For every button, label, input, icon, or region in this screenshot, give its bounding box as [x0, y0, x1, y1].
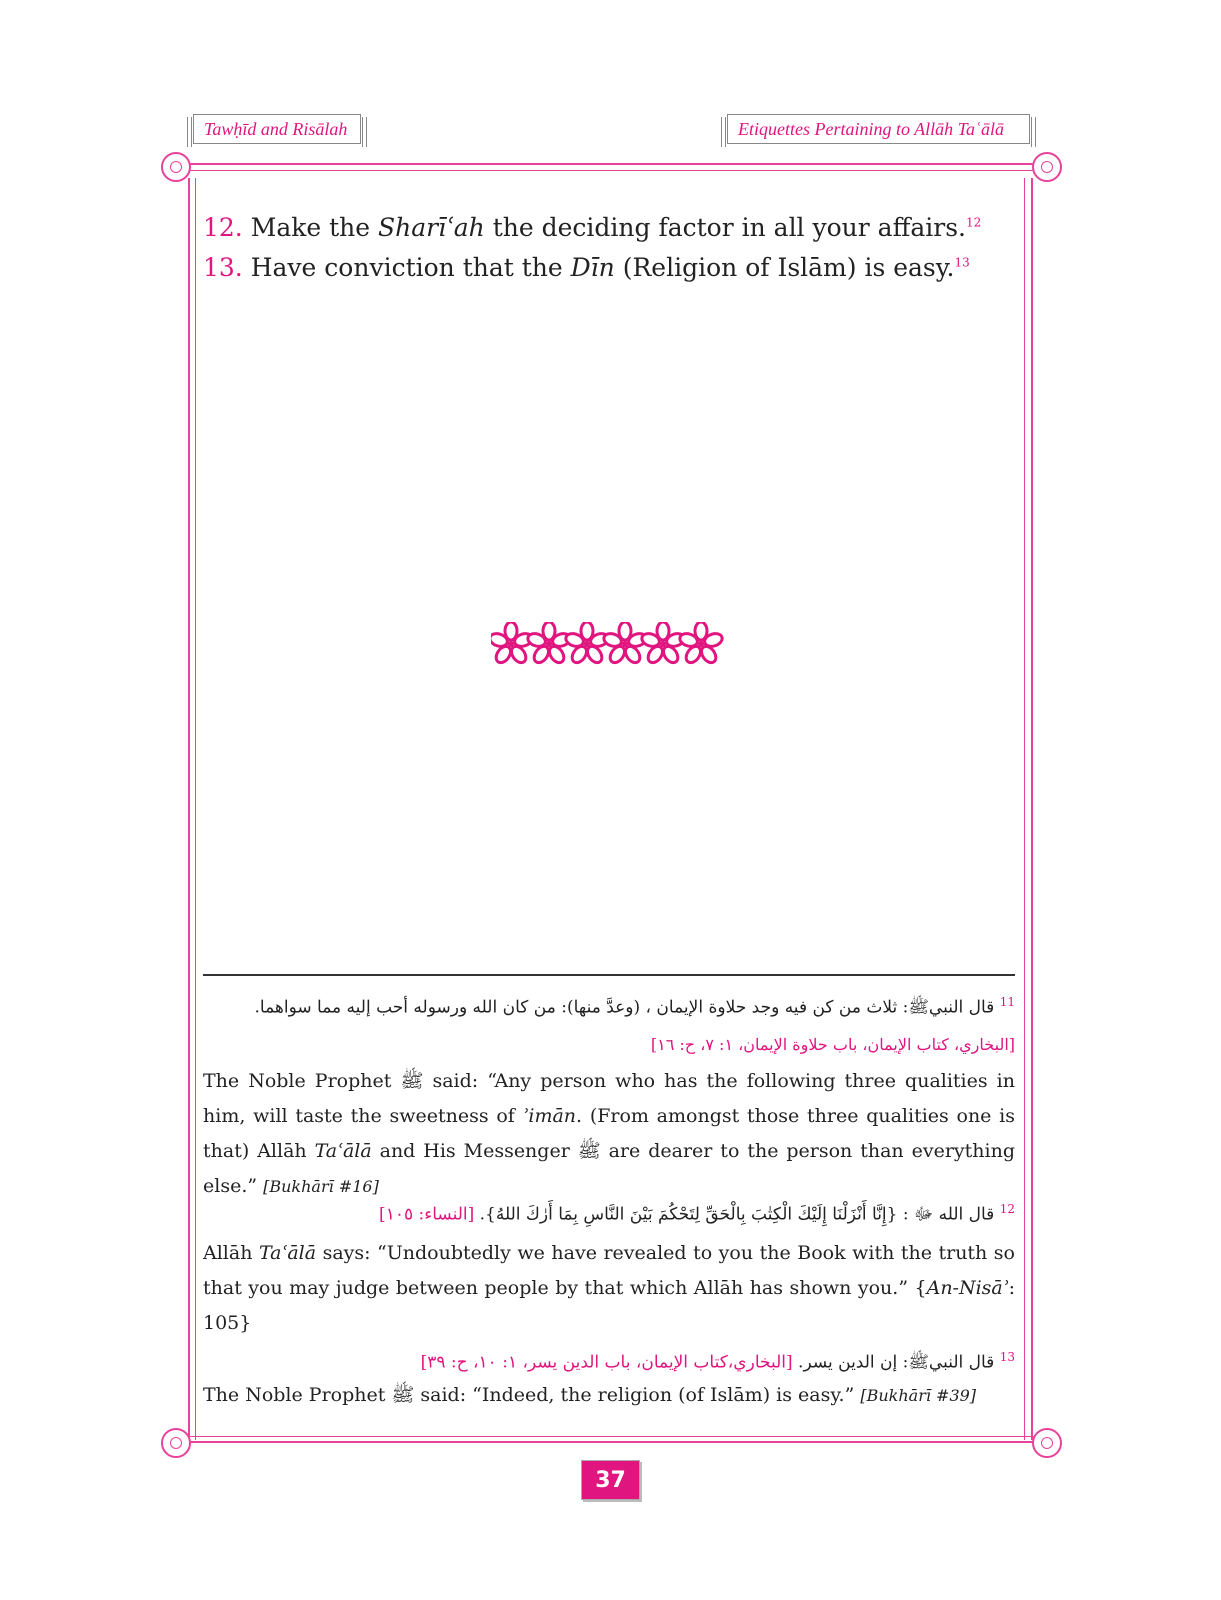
- corner-ornament-icon: [1032, 1428, 1062, 1458]
- arabic-reference: [النساء: ١٠٥]: [379, 1204, 475, 1225]
- footnote-marker[interactable]: 13: [954, 255, 970, 270]
- item-text-post: the deciding factor in all your affairs.: [484, 213, 966, 242]
- item-text-italic: Sharīʿah: [378, 213, 485, 242]
- item-number: 13.: [203, 253, 243, 282]
- frame-border-top-inner: [184, 170, 1036, 171]
- flower-divider-icon: [491, 622, 731, 666]
- item-text-pre: Have conviction that the: [250, 253, 571, 282]
- footnote-12-english: Allāh Taʿālā says: “Undoubtedly we have revealed to you the Book with the truth so that you may judge between people by that which Allāh has shown you.” {An-Nisāʾ: 105}: [203, 1242, 1016, 1334]
- item-text-post: (Religion of Islām) is easy.: [614, 253, 955, 282]
- citation: [Bukhārī #16]: [263, 1177, 379, 1196]
- list-item-12: [203, 213, 981, 242]
- footnote-12-arabic: [203, 1202, 1015, 1229]
- footnote-number: 11: [999, 995, 1015, 1009]
- header-right-title: Etiquettes Pertaining to Allāh Taʿālā: [727, 114, 1030, 144]
- footnote-13-arabic: [203, 1350, 1015, 1377]
- frame-border-left: [188, 178, 190, 1440]
- arabic-text: قال النبيﷺ: إن الدين يسر.: [798, 1352, 995, 1373]
- footnote-13-english: The Noble Prophet ﷺ said: “Indeed, the religion (of Islām) is easy.” [Bukhārī #39]: [203, 1384, 977, 1406]
- footnote-marker[interactable]: 12: [965, 215, 982, 230]
- frame-border-top: [175, 163, 1045, 165]
- item-number: 12.: [203, 213, 243, 242]
- corner-ornament-icon: [1032, 152, 1062, 182]
- list-item-13: [203, 253, 970, 282]
- citation: [Bukhārī #39]: [860, 1386, 977, 1405]
- arabic-text: قال النبيﷺ: ثلاث من كن فيه وجد حلاوة الإيمان ، (وعدَّ منها): من كان الله ورسوله أحب إليه مما سواهما.: [254, 997, 995, 1018]
- frame-border-right: [1031, 178, 1033, 1440]
- item-text-italic: Dīn: [570, 253, 615, 282]
- frame-border-bottom: [175, 1441, 1045, 1443]
- frame-border-right-inner: [1024, 178, 1025, 1440]
- footnote-divider: [203, 974, 1015, 976]
- header-left-title: Tawḥīd and Risālah: [193, 114, 361, 144]
- corner-ornament-icon: [161, 152, 191, 182]
- page-number: 37: [581, 1460, 640, 1500]
- frame-border-bottom-inner: [184, 1436, 1036, 1437]
- arabic-reference: [البخاري،كتاب الإيمان، باب الدين يسر، ١: ١٠، ح: ٣٩]: [420, 1352, 793, 1373]
- arabic-text: قال الله ﷻ : {إِنَّا أَنْزَلْنَا إِلَيْكَ الْكِتٰبَ بِالْحَقِّ لِتَحْكُمَ بَيْنَ النَّاسِ بِمَا أَرٰكَ اللهُ}.: [479, 1204, 995, 1225]
- footnote-number: 12: [999, 1202, 1015, 1216]
- corner-ornament-icon: [161, 1428, 191, 1458]
- frame-border-left-inner: [195, 178, 196, 1440]
- footnote-number: 13: [999, 1350, 1015, 1364]
- footnote-11-arabic-reference: [البخاري، كتاب الإيمان، باب حلاوة الإيمان، ١: ٧، ح: ١٦]: [650, 1035, 1015, 1054]
- footnote-11-arabic: [203, 995, 1015, 1022]
- item-text-pre: Make the: [250, 213, 379, 242]
- footnote-11-english: The Noble Prophet ﷺ said: “Any person who has the following three qualities in him, will taste the sweetness of ʾimān. (From amongst those three qualities one is that) Allāh Taʿālā and His Messenger ﷺ are dearer to the person than everything else.” [Bukhārī #16]: [203, 1070, 1016, 1197]
